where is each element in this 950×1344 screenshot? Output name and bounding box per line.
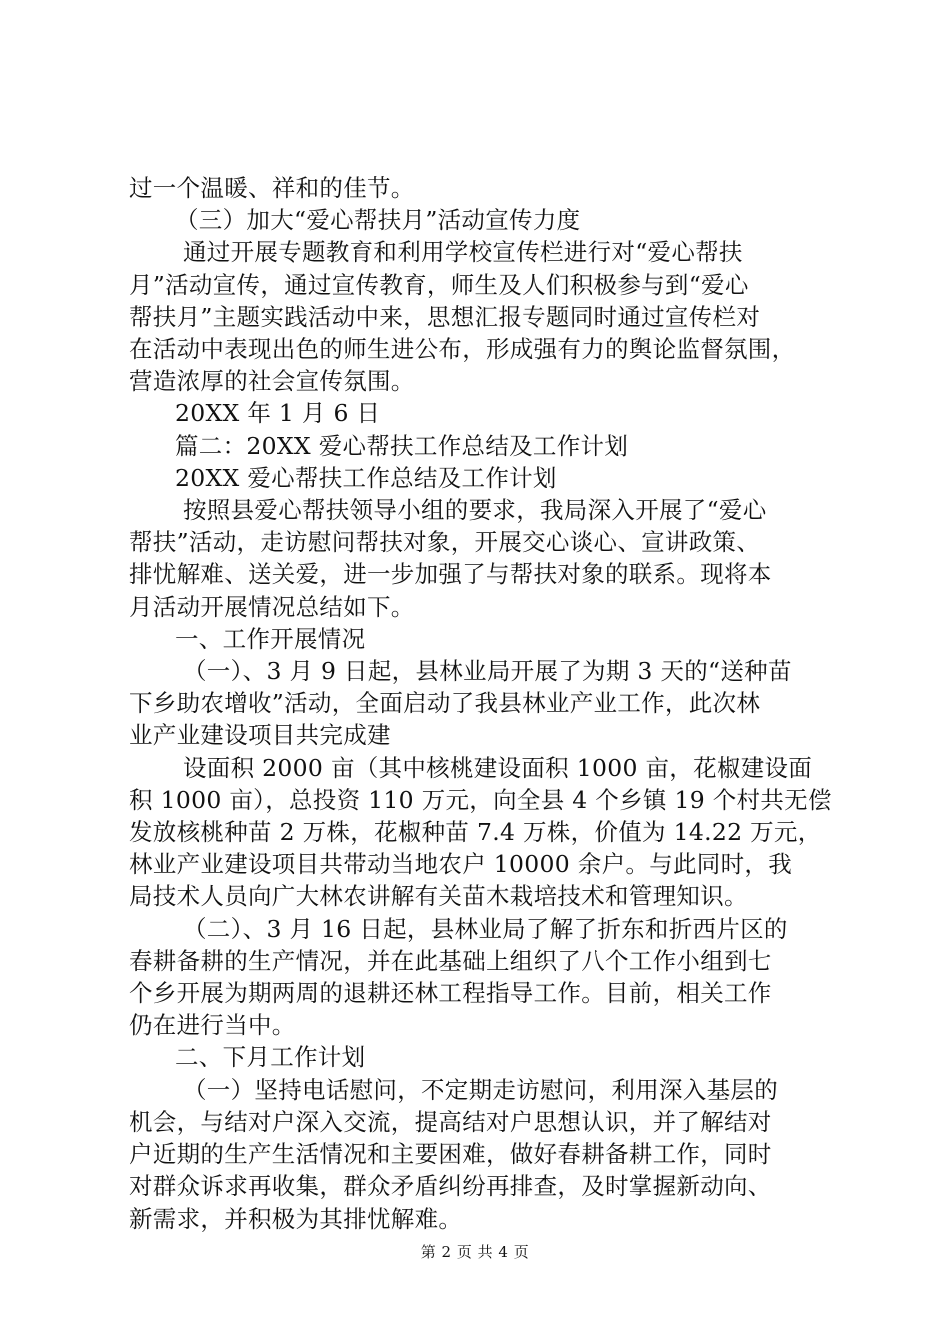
text-line: 营造浓厚的社会宣传氛围。	[129, 367, 415, 396]
text-line: 户近期的生产生活情况和主要困难，做好春耕备耕工作，同时	[129, 1140, 772, 1169]
text-line: 20XX 爱心帮扶工作总结及工作计划	[175, 463, 557, 492]
text-line: 业产业建设项目共完成建	[129, 721, 391, 750]
text-line: 通过开展专题教育和利用学校宣传栏进行对“爱心帮扶	[183, 238, 743, 267]
text-line: 新需求，并积极为其排忧解难。	[129, 1204, 463, 1233]
text-line: 在活动中表现出色的师生进公布，形成强有力的舆论监督氛围，	[129, 335, 796, 364]
text-line: 月活动开展情况总结如下。	[129, 592, 415, 621]
text-line: 一、工作开展情况	[175, 624, 366, 653]
text-line: 20XX 年 1 月 6 日	[175, 399, 381, 428]
text-line: 篇二：20XX 爱心帮扶工作总结及工作计划	[175, 431, 629, 460]
text-line: 排忧解难、送关爱，进一步加强了与帮扶对象的联系。现将本	[129, 560, 772, 589]
text-line: 二、下月工作计划	[175, 1043, 366, 1072]
text-line: 按照县爱心帮扶领导小组的要求，我局深入开展了“爱心	[183, 496, 767, 525]
text-line: （一）、3 月 9 日起，县林业局开展了为期 3 天的“送种苗	[183, 657, 792, 686]
text-line: 春耕备耕的生产情况，并在此基础上组织了八个工作小组到七	[129, 946, 772, 975]
document-body	[129, 172, 832, 1235]
text-line: 帮扶月”主题实践活动中来，思想汇报专题同时通过宣传栏对	[129, 302, 761, 331]
text-line: 对群众诉求再收集，群众矛盾纠纷再排查，及时掌握新动向、	[129, 1172, 772, 1201]
text-line: 过一个温暖、祥和的佳节。	[129, 174, 415, 202]
text-line: 帮扶”活动，走访慰问帮扶对象，开展交心谈心、宣讲政策、	[129, 528, 761, 557]
text-line: 机会，与结对户深入交流，提高结对户思想认识，并了解结对	[129, 1107, 772, 1136]
text-line: 积 1000 亩），总投资 110 万元，向全县 4 个乡镇 19 个村共无偿	[129, 785, 832, 814]
text-line: （三）加大“爱心帮扶月”活动宣传力度	[175, 206, 581, 235]
text-line: 发放核桃种苗 2 万株，花椒种苗 7.4 万株，价值为 14.22 万元，	[129, 818, 822, 847]
text-line: 局技术人员向广大林农讲解有关苗木栽培技术和管理知识。	[129, 882, 748, 911]
text-line: 下乡助农增收”活动，全面启动了我县林业产业工作，此次林	[129, 689, 761, 718]
text-line: 月”活动宣传，通过宣传教育，师生及人们积极参与到“爱心	[129, 270, 749, 299]
text-line: （一）坚持电话慰问，不定期走访慰问，利用深入基层的	[183, 1075, 778, 1104]
text-line: 个乡开展为期两周的退耕还林工程指导工作。目前，相关工作	[129, 979, 772, 1008]
text-line: 林业产业建设项目共带动当地农户 10000 余户。与此同时，我	[129, 850, 792, 879]
text-line: 设面积 2000 亩（其中核桃建设面积 1000 亩，花椒建设面	[183, 753, 813, 782]
text-line: 仍在进行当中。	[129, 1011, 296, 1040]
text-line: （二）、3 月 16 日起，县林业局了解了折东和折西片区的	[183, 914, 788, 943]
page-footer: 第 2 页 共 4 页	[420, 1243, 530, 1261]
